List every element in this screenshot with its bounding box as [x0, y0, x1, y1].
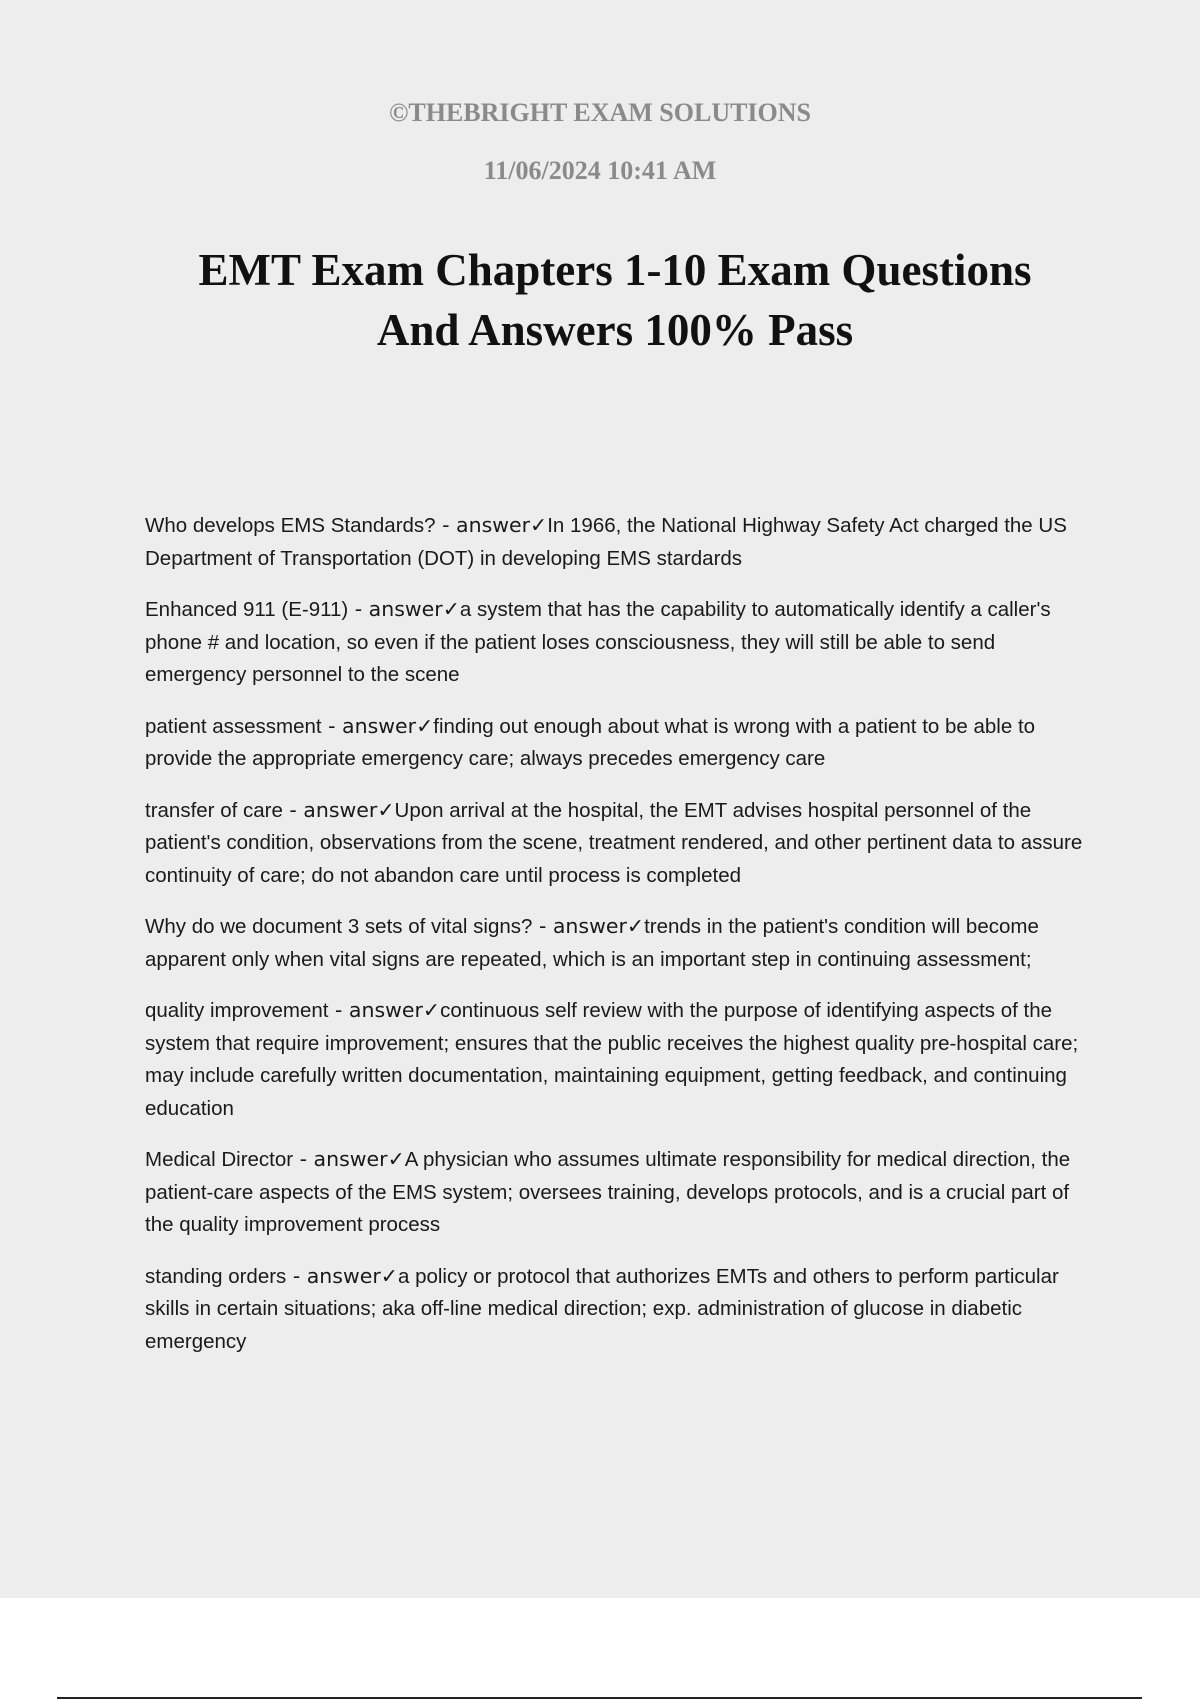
answer-check-separator: - answer✓: [282, 797, 395, 822]
qa-answer: a system that has the capability to automatically identify a caller's phone # and location, so even if the patient loses consciousness, they will still be able to send emergency personnel to the scene: [145, 598, 1051, 686]
answer-check-separator: - answer✓: [293, 1147, 405, 1171]
qa-item: [145, 994, 1100, 1125]
qa-item: [145, 910, 1100, 976]
qa-answer: finding out enough about what is wrong with a patient to be able to provide the appropriate emergency care; always precedes emergency care: [145, 714, 1036, 770]
qa-term: Medical Director: [145, 1148, 294, 1171]
qa-answer: A physician who assumes ultimate responsibility for medical direction, the patient-care aspects of the EMS system; oversees training, develops protocols, and is a crucial part of the quality improvement process: [145, 1148, 1071, 1236]
qa-item: [145, 794, 1100, 893]
qa-answer: a policy or protocol that authorizes EMTs and others to perform particular skills in certain situations; aka off-line medical direction; exp. administration of glucose in diabetic emergency: [145, 1264, 1059, 1353]
answer-check-separator: - answer✓: [532, 914, 645, 938]
qa-answer: trends in the patient's condition will become apparent only when vital signs are repeated, which is an important step in continuing assessment;: [145, 915, 1039, 971]
watermark-timestamp: 11/06/2024 10:41 AM: [483, 156, 717, 185]
qa-list: [145, 509, 1100, 1376]
qa-term: Enhanced 911 (E-911): [145, 598, 349, 621]
watermark-organization: ©THEBRIGHT EXAM SOLUTIONS: [388, 98, 812, 127]
qa-item: [145, 593, 1100, 692]
qa-item: [145, 1143, 1100, 1242]
qa-term: standing orders: [145, 1264, 287, 1288]
document-title-line-1: EMT Exam Chapters 1-10 Exam Questions: [198, 245, 1032, 295]
qa-item: [145, 710, 1100, 776]
qa-answer: In 1966, the National Highway Safety Act charged the US Department of Transportation (DOT) in developing EMS stardards: [145, 514, 1067, 570]
qa-answer: continuous self review with the purpose of identifying aspects of the system that require improvement; ensures that the public receives the highest quality pre-hospital care; may include carefully written documentation, maintaining equipment, getting feedback, and continuing education: [145, 999, 1079, 1120]
answer-check-separator: - answer✓: [286, 1263, 398, 1288]
qa-term: transfer of care: [145, 798, 283, 822]
qa-term: patient assessment: [145, 714, 322, 738]
qa-item: [145, 1260, 1100, 1359]
answer-check-separator: - answer✓: [328, 998, 441, 1022]
document-title-line-2: And Answers 100% Pass: [376, 305, 854, 355]
answer-check-separator: - answer✓: [435, 513, 548, 537]
document-title: [120, 240, 1110, 360]
qa-term: quality improvement: [145, 999, 329, 1022]
answer-check-separator: - answer✓: [348, 597, 460, 621]
answer-check-separator: - answer✓: [321, 713, 434, 738]
qa-answer: Upon arrival at the hospital, the EMT advises hospital personnel of the patient's condition, observations from the scene, treatment rendered, and other pertinent data to assure continuity of care; do not abandon care until process is completed: [145, 798, 1083, 887]
footer-divider: [57, 1697, 1142, 1699]
qa-item: [145, 509, 1100, 575]
qa-term: Who develops EMS Standards?: [145, 514, 436, 537]
qa-term: Why do we document 3 sets of vital signs?: [145, 915, 533, 938]
